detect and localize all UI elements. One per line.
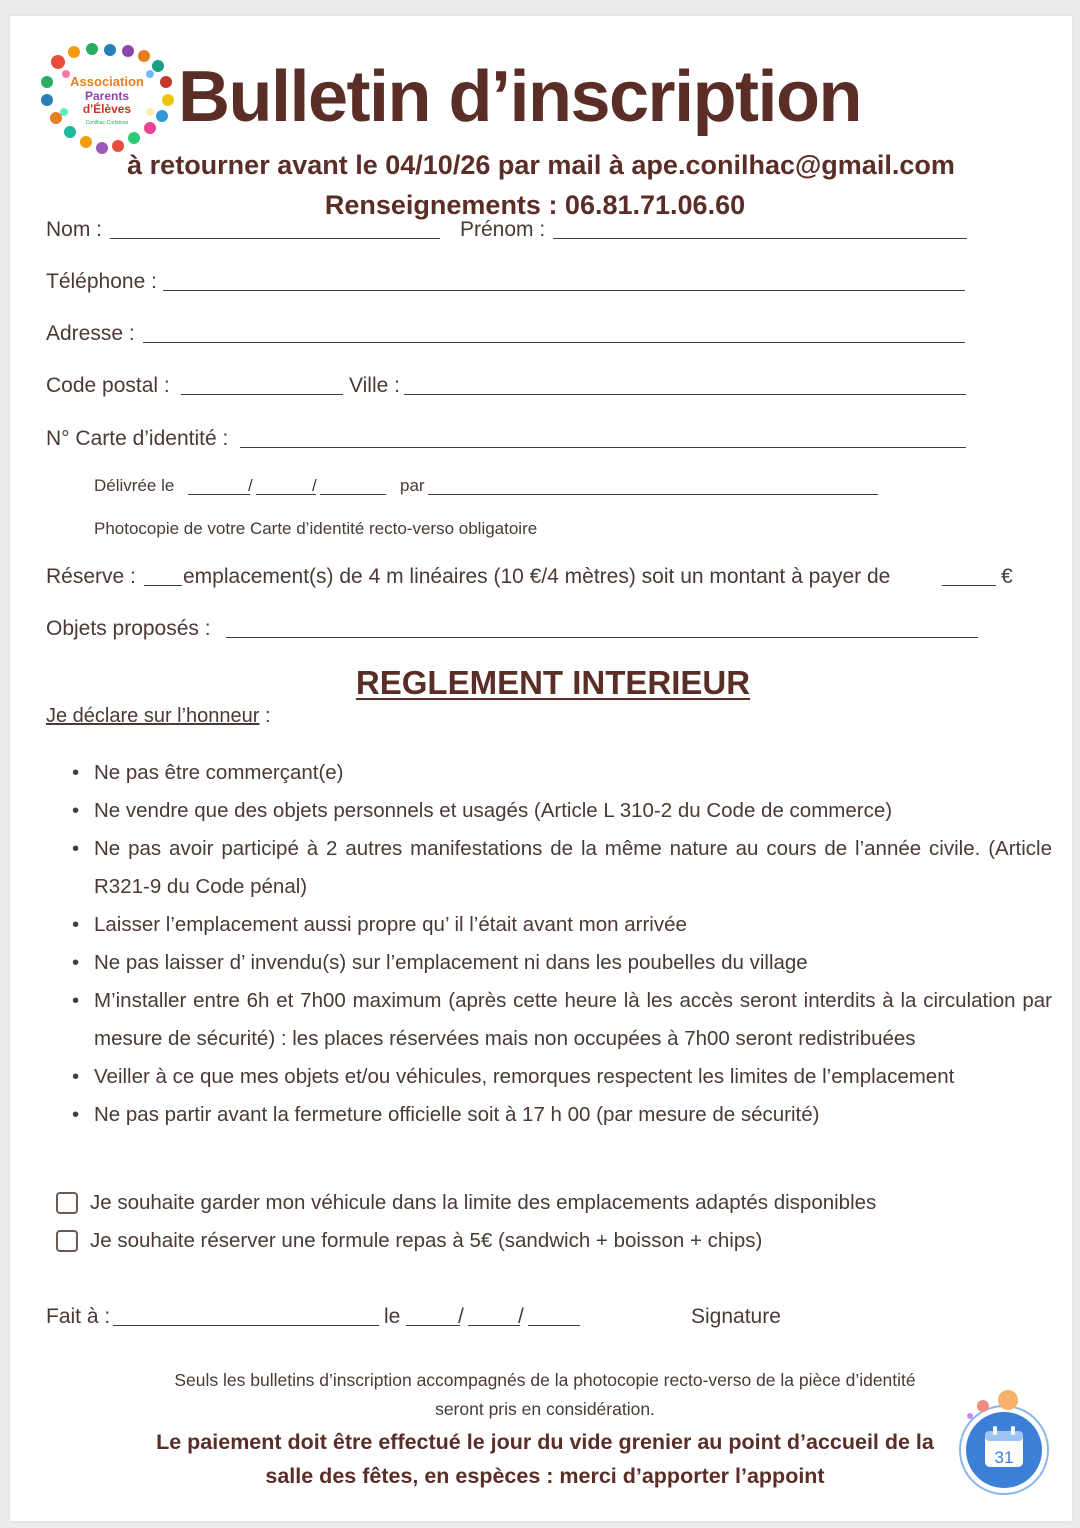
telephone-label: Téléphone : bbox=[46, 270, 157, 293]
reserve-label: Réserve : bbox=[46, 565, 136, 588]
par-field-line[interactable] bbox=[428, 494, 878, 495]
bullet: • bbox=[72, 1065, 80, 1088]
footer-note-line1: Seuls les bulletins d’inscription accompagnés de la photocopie recto-verso de la pièce d’identité bbox=[174, 1370, 916, 1390]
fait-a-field-line[interactable] bbox=[113, 1325, 379, 1326]
prenom-label: Prénom : bbox=[460, 218, 546, 241]
declaration-text: Je déclare sur l’honneur bbox=[46, 705, 260, 727]
code-postal-field-line[interactable] bbox=[181, 394, 343, 395]
emplacements-count-line[interactable] bbox=[144, 585, 182, 586]
registration-form-page bbox=[10, 16, 1072, 1521]
bullet: • bbox=[72, 913, 80, 936]
info-phone: Renseignements : 06.81.71.06.60 bbox=[324, 190, 746, 220]
svg-text:Parents: Parents bbox=[84, 89, 130, 103]
rule-item: • Ne pas avoir participé à 2 autres manifestations de la même nature au cours de l’année civile. (Article R321-9 du Code pénal) bbox=[72, 830, 1052, 906]
rule-item: • Veiller à ce que mes objets et/ou véhicules, remorques respectent les limites de l’emplacement bbox=[72, 1058, 1052, 1096]
svg-text:31: 31 bbox=[994, 1448, 1014, 1467]
reglement-heading: REGLEMENT INTERIEUR bbox=[355, 664, 751, 701]
vehicule-checkbox[interactable] bbox=[56, 1192, 78, 1214]
rule-item: • Ne vendre que des objets personnels et usagés (Article L 310-2 du Code de commerce) bbox=[72, 792, 1052, 830]
repas-checkbox[interactable] bbox=[56, 1230, 78, 1252]
par-label: par bbox=[400, 476, 425, 495]
bullet: • bbox=[72, 799, 80, 822]
form-title: Bulletin d’inscription bbox=[178, 57, 861, 137]
option-repas[interactable] bbox=[56, 1229, 762, 1253]
sign-month-line[interactable] bbox=[468, 1325, 520, 1326]
declaration-colon: : bbox=[259, 705, 271, 727]
ville-label: Ville : bbox=[349, 374, 400, 397]
date-slash: / bbox=[518, 1305, 524, 1328]
bullet: • bbox=[72, 951, 80, 974]
code-postal-label: Code postal : bbox=[46, 374, 170, 397]
le-label: le bbox=[384, 1305, 401, 1328]
bullet: • bbox=[72, 1103, 80, 1126]
rule-item: • Ne pas laisser d’ invendu(s) sur l’emplacement ni dans les poubelles du village bbox=[72, 944, 1052, 982]
bullet: • bbox=[72, 837, 80, 860]
rule-item: • Ne pas partir avant la fermeture officielle soit à 17 h 00 (par mesure de sécurité) bbox=[72, 1096, 1052, 1134]
sign-year-line[interactable] bbox=[528, 1325, 580, 1326]
bullet: • bbox=[72, 989, 80, 1012]
return-instructions: à retourner avant le 04/10/26 par mail à ape.conilhac@gmail.com bbox=[127, 150, 955, 180]
objets-field-line[interactable] bbox=[226, 637, 978, 638]
decorative-dots bbox=[958, 1386, 1028, 1426]
nom-label: Nom : bbox=[46, 218, 103, 241]
fait-a-label: Fait à : bbox=[46, 1305, 111, 1328]
payment-note-line1: Le paiement doit être effectué le jour du vide grenier au point d’accueil de la bbox=[156, 1430, 934, 1454]
declaration-intro bbox=[46, 705, 271, 728]
date-slash: / bbox=[248, 476, 253, 495]
adresse-field-line[interactable] bbox=[143, 342, 965, 343]
delivree-month-line[interactable] bbox=[256, 494, 316, 495]
objets-label: Objets proposés : bbox=[46, 617, 211, 640]
prenom-field-line[interactable] bbox=[553, 238, 967, 239]
delivree-year-line[interactable] bbox=[320, 494, 386, 495]
bullet: • bbox=[72, 761, 80, 784]
rule-item: • Laisser l’emplacement aussi propre qu’ il l’était avant mon arrivée bbox=[72, 906, 1052, 944]
repas-label: Je souhaite réserver une formule repas à 5€ (sandwich + boisson + chips) bbox=[90, 1229, 763, 1252]
reserve-description: emplacement(s) de 4 m linéaires (10 €/4 mètres) soit un montant à payer de bbox=[183, 565, 891, 588]
svg-text:Association: Association bbox=[70, 74, 144, 89]
date-slash: / bbox=[458, 1305, 464, 1328]
svg-text:d'Élèves: d'Élèves bbox=[82, 102, 132, 116]
delivree-day-line[interactable] bbox=[188, 494, 250, 495]
option-vehicule[interactable] bbox=[56, 1191, 876, 1215]
date-slash: / bbox=[312, 476, 317, 495]
vehicule-label: Je souhaite garder mon véhicule dans la limite des emplacements adaptés disponibles bbox=[90, 1191, 877, 1214]
ville-field-line[interactable] bbox=[404, 394, 966, 395]
rules-list bbox=[72, 754, 1052, 1134]
carte-identite-label: N° Carte d’identité : bbox=[46, 427, 229, 450]
photocopie-note: Photocopie de votre Carte d’identité recto-verso obligatoire bbox=[94, 519, 538, 538]
rule-item: • Ne pas être commerçant(e) bbox=[72, 754, 1052, 792]
telephone-field-line[interactable] bbox=[163, 290, 965, 291]
association-logo bbox=[38, 42, 176, 154]
sign-day-line[interactable] bbox=[406, 1325, 460, 1326]
signature-label: Signature bbox=[691, 1305, 781, 1328]
rule-item: • M’installer entre 6h et 7h00 maximum (après cette heure là les accès seront interdits à la circulation par mesure de sécurité) : les places réservées mais non occupées à 7h00 seront redistribuées bbox=[72, 982, 1052, 1058]
adresse-label: Adresse : bbox=[46, 322, 135, 345]
footer-note-line2: seront pris en considération. bbox=[435, 1399, 655, 1419]
carte-identite-field-line[interactable] bbox=[240, 447, 966, 448]
montant-line[interactable] bbox=[942, 585, 996, 586]
nom-field-line[interactable] bbox=[110, 238, 440, 239]
delivree-label: Délivrée le bbox=[94, 476, 175, 495]
payment-note-line2: salle des fêtes, en espèces : merci d’apporter l’appoint bbox=[265, 1464, 825, 1488]
euro-sign: € bbox=[1001, 565, 1013, 588]
svg-text:Conilhac-Corbières: Conilhac-Corbières bbox=[85, 120, 129, 126]
